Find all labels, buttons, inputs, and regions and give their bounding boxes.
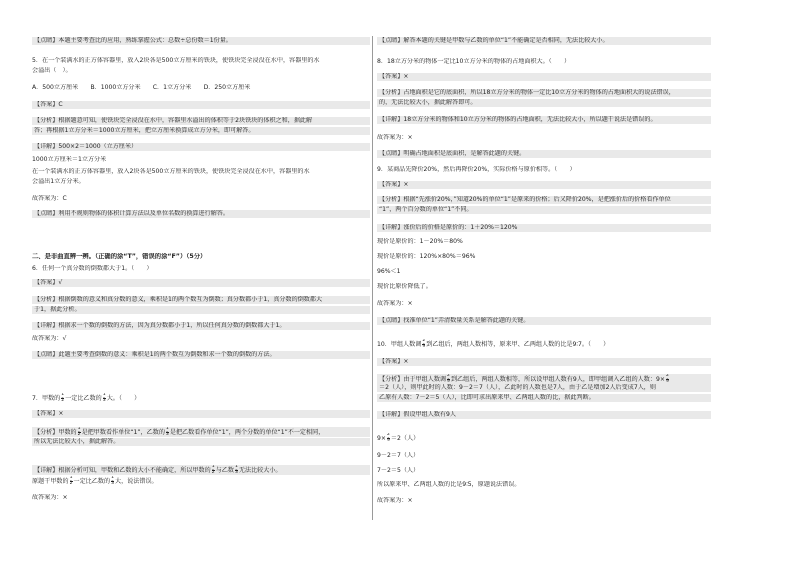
line-segment: 【分析】由于甲组人数调 bbox=[379, 376, 447, 384]
line-segment: 到乙组后，两组人数相等，所以设甲组人数有9人，即甲组调入乙组的人数：9× bbox=[450, 376, 665, 384]
annotation-line: 【分析】根据“先涨价20%，”知道20%的单位“1”是原来的价格；后又降价20%，是把涨价后的价格看作单位 bbox=[377, 196, 711, 204]
text-line bbox=[377, 339, 711, 349]
annotation-line: 【答案】× bbox=[377, 73, 711, 81]
text-line: 现价是原价的：120%×80%＝96% bbox=[377, 253, 476, 260]
fraction: $\frac{1}{2}$ bbox=[211, 465, 215, 475]
text-line: 故答案为：× bbox=[377, 134, 413, 141]
text-line: 会溢出（ ）。 bbox=[32, 67, 72, 74]
line-segment: 10．甲组人数调 bbox=[377, 341, 422, 349]
annotation-line: 【答案】C bbox=[32, 101, 370, 109]
text-line: A．500立方厘米 B．1000立方分米 C．1立方分米 D．250立方厘米 bbox=[32, 84, 251, 91]
line-segment: ＝2（人） bbox=[390, 435, 420, 443]
text-line: 现价是原价的：1－20%＝80% bbox=[377, 238, 463, 245]
annotation-line: 【答案】× bbox=[377, 181, 711, 189]
annotation-line: 【点睛】解答本题的关键是甲数与乙数的单位“1”不能确定是否相同，无法比较大小。 bbox=[377, 37, 711, 45]
text-line: 故答案为：√ bbox=[32, 335, 67, 342]
text-line: 故答案为：× bbox=[377, 300, 413, 307]
line-segment: 一定比乙数的 bbox=[73, 478, 111, 486]
column-divider bbox=[372, 36, 373, 520]
annotation-line: ＝2（人），则甲此时的人数：9－2＝7（人），乙此时的人数也是7人，由于乙是增加2人后变成7人，则 bbox=[377, 384, 711, 392]
text-line: 8．18立方分米的物体一定比10立方分米的物体的占地面积大。（ ） bbox=[377, 58, 571, 65]
fraction: $\frac{1}{3}$ bbox=[111, 476, 114, 486]
text-line: 故答案为：× bbox=[32, 494, 68, 501]
text-line: 9．某商品先降价20%，然后再降价20%，实际价格与原价相等。（ ） bbox=[377, 166, 576, 173]
text-line: 6．任何一个真分数的倒数都大于1。（ ） bbox=[32, 265, 153, 272]
annotation-line: 【点睛】利用不规则物体的体积计算方法以及单位名数的换算进行解答。 bbox=[32, 210, 370, 218]
text-line: 会溢出1立方分米。 bbox=[32, 178, 85, 185]
text-line: 9－2＝7（人） bbox=[377, 452, 420, 459]
text-line: 5．在一个装满水的正方体容器里，放入2块各是500立方厘米的铁块，使铁块完全浸没在水中，容器里的水 bbox=[32, 57, 320, 64]
fraction: $\frac{1}{2}$ bbox=[77, 427, 81, 437]
line-segment: 【分析】甲数的 bbox=[34, 429, 77, 437]
text-line: 7－2＝5（人） bbox=[377, 467, 420, 474]
text-line bbox=[377, 433, 711, 443]
annotation-line: 【分析】根据倒数的意义和真分数的意义，乘积是1的两个数互为倒数；真分数都小于1，真分数的倒数都大 bbox=[32, 296, 370, 304]
fraction: $\frac{1}{2}$ bbox=[61, 393, 65, 403]
annotation-line: 乙原有人数：7－2＝5（人），比即可求出原来甲、乙两组人数的比，据此判断。 bbox=[377, 394, 711, 402]
fraction: $\frac{2}{9}$ bbox=[422, 339, 426, 349]
annotation-line: 【点睛】此题主要考查倒数的意义：乘积是1的两个数互为倒数和求一个数的倒数的方法。 bbox=[32, 351, 370, 359]
annotation-line: 【详解】涨价后的价格是原价的：1＋20%＝120% bbox=[377, 224, 711, 232]
fraction: $\frac{1}{3}$ bbox=[102, 393, 106, 403]
line-segment: 无法比较大小。 bbox=[238, 467, 282, 475]
annotation-line: 【点睛】找准单位“1”弄清数量关系是解答此题的关键。 bbox=[377, 317, 711, 325]
fraction: $\frac{2}{9}$ bbox=[665, 374, 669, 384]
annotation-line: 【分析】根据题意可知，使铁块完全浸没在水中，容器里水溢出的体积等于2块铁块的体积之和，据此解 bbox=[32, 117, 370, 125]
line-segment: 【详解】根据分析可知，甲数和乙数的大小不能确定，所以甲数的 bbox=[34, 467, 211, 475]
line-segment: 9× bbox=[377, 435, 386, 443]
annotation-line bbox=[32, 427, 370, 437]
line-segment: 是把甲数看作单位“1”，乙数的 bbox=[81, 429, 165, 437]
annotation-line: 【详解】500×2＝1000（立方厘米） bbox=[32, 143, 370, 151]
line-segment: 大。（ ） bbox=[106, 395, 141, 403]
fraction: $\frac{2}{9}$ bbox=[447, 374, 450, 384]
line-segment: 原题干甲数的 bbox=[32, 478, 69, 486]
line-segment: 一定比乙数的 bbox=[65, 395, 102, 403]
annotation-line: 【点睛】本题主要考查比的应用，熟练掌握公式：总数÷总份数＝1份量。 bbox=[32, 37, 370, 45]
annotation-line: 【详解】假设甲组人数有9人 bbox=[377, 411, 711, 419]
text-line: 故答案为：× bbox=[377, 497, 413, 504]
annotation-line: 【详解】根据求一个数的倒数的方法，因为真分数都小于1，所以任何真分数的倒数都大于1。 bbox=[32, 322, 370, 330]
text-line: 现价比原价降低了。 bbox=[377, 283, 432, 290]
text-line: 故答案为：C bbox=[32, 195, 67, 202]
annotation-line: 答；再根据1立方分米＝1000立方厘米，把立方厘米换算成立方分米，即可解答。 bbox=[32, 127, 370, 135]
annotation-line: 【分析】占地面积是它的底面积，所以18立方分米的物体一定比10立方分米的物体的占地面积大的说法错误， bbox=[377, 89, 711, 97]
annotation-line: 【答案】× bbox=[32, 410, 370, 418]
annotation-line: “1”，两个百分数的单位“1”不同。 bbox=[377, 206, 711, 214]
fraction: $\frac{1}{3}$ bbox=[165, 427, 169, 437]
text-line: 所以原来甲、乙两组人数的比是9∶5，原题说法错误。 bbox=[377, 481, 521, 488]
section-heading: 二、是非曲直辨一辨。（正确的涂“T”，错误的涂“F”）（5分） bbox=[32, 253, 207, 260]
annotation-line: 【详解】18立方分米的物体和10立方分米的物体的占地面积，无法比较大小，所以题干说法是错误的。 bbox=[377, 116, 711, 124]
line-segment: 7．甲数的 bbox=[32, 395, 61, 403]
annotation-line: 所以无法比较大小，据此解答。 bbox=[32, 438, 370, 446]
fraction: $\frac{2}{9}$ bbox=[386, 433, 390, 443]
annotation-line: 【答案】× bbox=[377, 358, 711, 366]
text-line: 96%＜1 bbox=[377, 268, 401, 275]
annotation-line: 的，无法比较大小，据此解答即可。 bbox=[377, 99, 711, 107]
line-segment: 到乙组后，两组人数相等，原来甲、乙两组人数的比是9∶7。（ ） bbox=[426, 341, 610, 349]
annotation-line: 于1，据此分析。 bbox=[32, 306, 370, 314]
annotation-line bbox=[377, 374, 711, 384]
line-segment: 与乙数 bbox=[215, 467, 234, 475]
line-segment: 是把乙数看作单位“1”，两个分数的单位“1”不一定相同， bbox=[169, 429, 325, 437]
text-line bbox=[32, 393, 370, 403]
text-line: 1000立方厘米＝1立方分米 bbox=[32, 156, 107, 163]
fraction: $\frac{1}{3}$ bbox=[234, 465, 238, 475]
annotation-line: 【答案】√ bbox=[32, 279, 370, 287]
line-segment: 大，说法错误。 bbox=[115, 478, 158, 486]
text-line: 在一个装满水的正方体容器里，放入2块各是500立方厘米的铁块，使铁块完全浸没在水中，容器里的水 bbox=[32, 168, 310, 175]
annotation-line: 【点睛】明确占地面积是底面积，是解答此题的关键。 bbox=[377, 150, 711, 158]
text-line bbox=[32, 476, 370, 486]
annotation-line bbox=[32, 465, 370, 475]
fraction: $\frac{1}{2}$ bbox=[69, 476, 73, 486]
